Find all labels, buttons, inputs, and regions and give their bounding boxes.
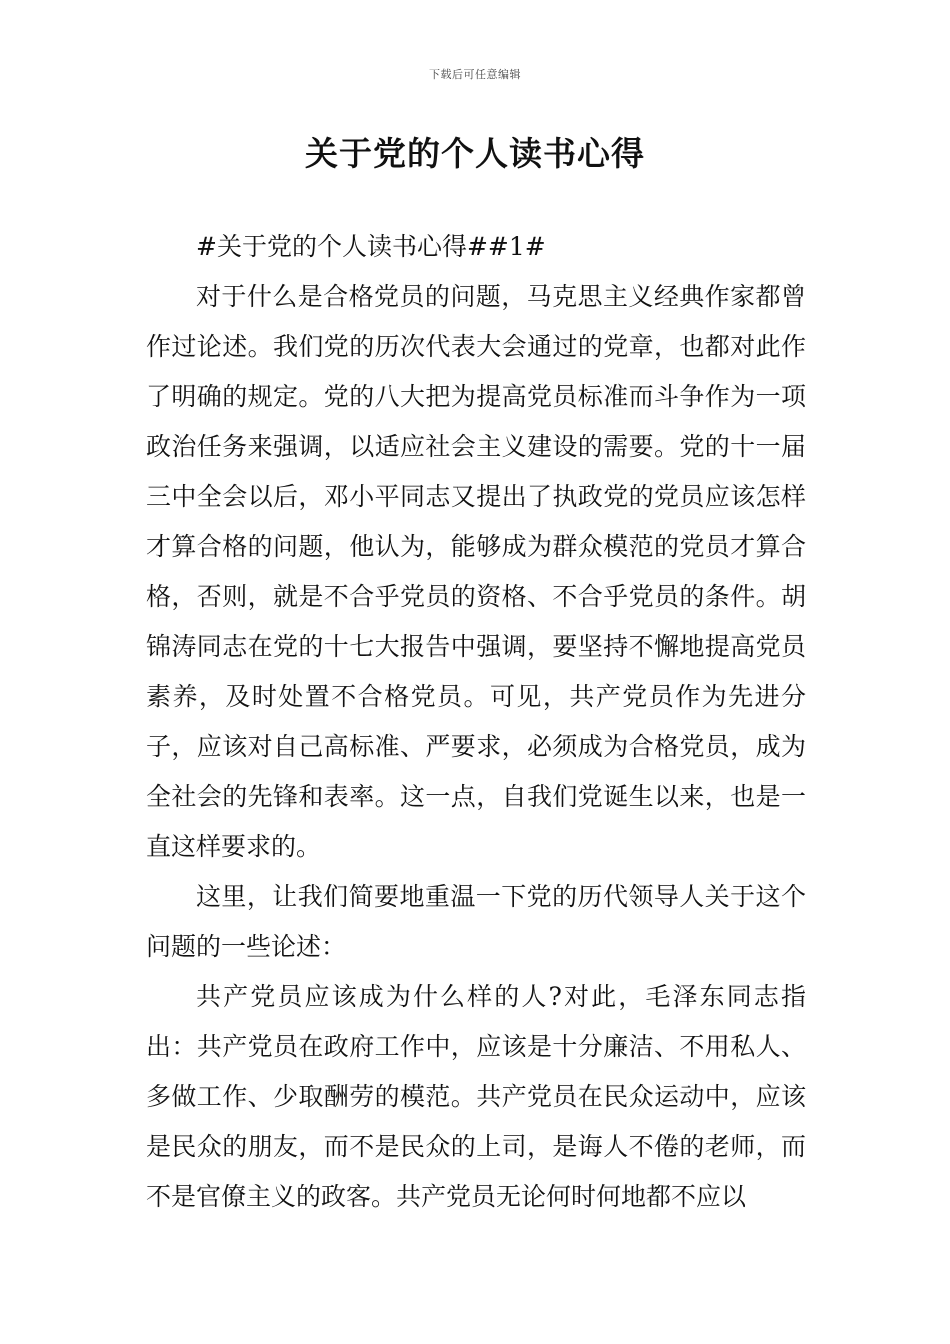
paragraph-review-intro: 这里，让我们简要地重温一下党的历代领导人关于这个问题的一些论述： [146, 882, 806, 961]
document-body [146, 222, 806, 1222]
page-header-note: 下载后可任意编辑 [429, 68, 521, 81]
paragraph-heading-tag: #关于党的个人读书心得##1# [196, 232, 546, 261]
paragraph-mao-quote: 共产党员应该成为什么样的人?对此，毛泽东同志指出：共产党员在政府工作中，应该是十分廉洁、不用私人、多做工作、少取酬劳的模范。共产党员在民众运动中，应该是民众的朋友，而不是民众的上司，是诲人不倦的老师，而不是官僚主义的政客。共产党员无论何时何地都不应以 [146, 982, 806, 1211]
paragraph-party-member-standard: 对于什么是合格党员的问题，马克思主义经典作家都曾作过论述。我们党的历次代表大会通过的党章，也都对此作了明确的规定。党的八大把为提高党员标准而斗争作为一项政治任务来强调，以适应社会主义建设的需要。党的十一届三中全会以后，邓小平同志又提出了执政党的党员应该怎样才算合格的问题，他认为，能够成为群众模范的党员才算合格，否则，就是不合乎党员的资格、不合乎党员的条件。胡锦涛同志在党的十七大报告中强调，要坚持不懈地提高党员素养，及时处置不合格党员。可见，共产党员作为先进分子，应该对自己高标准、严要求，必须成为合格党员，成为全社会的先锋和表率。这一点，自我们党诞生以来，也是一直这样要求的。 [146, 282, 806, 861]
document-title: 关于党的个人读书心得 [305, 134, 645, 173]
